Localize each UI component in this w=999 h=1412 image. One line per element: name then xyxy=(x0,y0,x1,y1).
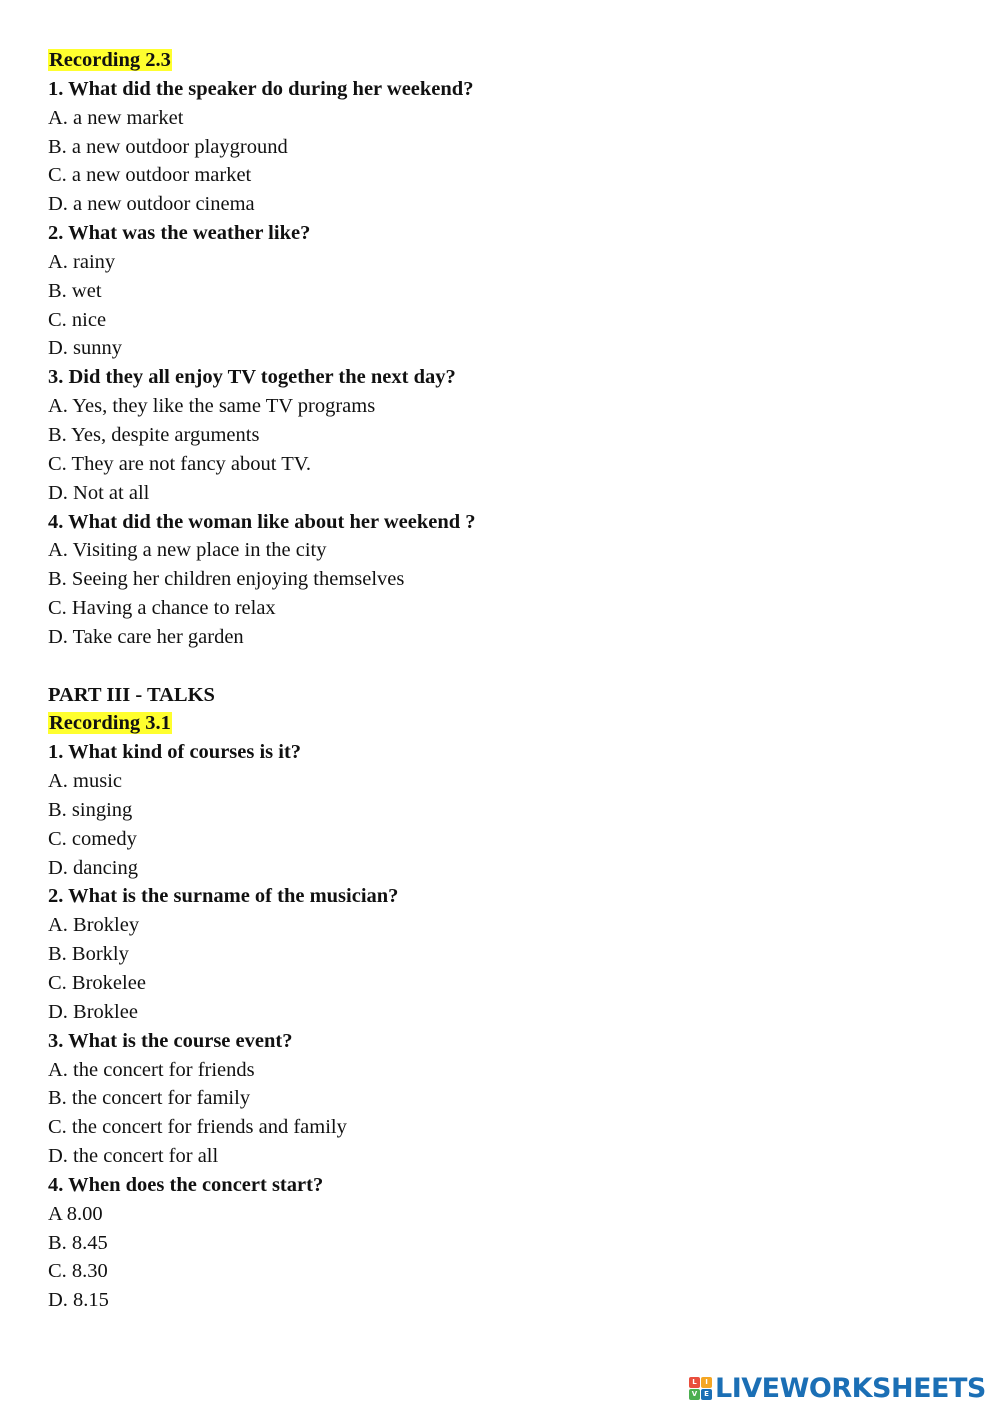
question-text: 3. What is the course event? xyxy=(48,1029,293,1052)
section-heading-row xyxy=(48,46,948,75)
question-text: 3. Did they all enjoy TV together the next day? xyxy=(48,366,456,389)
logo-mark-letter: V xyxy=(689,1389,700,1400)
question-text: 4. When does the concert start? xyxy=(48,1173,324,1196)
section-heading-row xyxy=(48,709,948,738)
question-block-3-1-4 xyxy=(48,1171,948,1315)
answer-option: C. the concert for friends and family xyxy=(48,1116,347,1139)
answer-option: A. Visiting a new place in the city xyxy=(48,539,327,562)
question-block-3-1-2 xyxy=(48,882,948,1026)
answer-option: A. Brokley xyxy=(48,914,140,937)
logo-mark-icon xyxy=(689,1377,712,1400)
answer-option: C. nice xyxy=(48,308,107,331)
question-block-2-3-4 xyxy=(48,508,948,652)
answer-option: A. the concert for friends xyxy=(48,1058,255,1081)
section-spacer xyxy=(48,652,948,681)
answer-option: D. Not at all xyxy=(48,481,150,504)
answer-option: A 8.00 xyxy=(48,1202,103,1225)
answer-option: D. dancing xyxy=(48,856,138,879)
logo-mark-letter: E xyxy=(701,1389,712,1400)
question-block-3-1-1 xyxy=(48,738,948,882)
logo-mark-letter: L xyxy=(689,1377,700,1388)
answer-option: D. the concert for all xyxy=(48,1145,219,1168)
answer-option: D. Broklee xyxy=(48,1000,138,1023)
answer-option: A. a new market xyxy=(48,106,184,129)
answer-option: D. sunny xyxy=(48,337,123,360)
answer-option: C. 8.30 xyxy=(48,1260,108,1283)
answer-option: B. Borkly xyxy=(48,943,129,966)
logo-mark-letter: I xyxy=(701,1377,712,1388)
question-text: 1. What did the speaker do during her weekend? xyxy=(48,77,474,100)
worksheet-page xyxy=(48,46,948,1315)
question-text: 2. What is the surname of the musician? xyxy=(48,885,399,908)
logo-wordmark: LIVEWORKSHEETS xyxy=(715,1372,986,1404)
answer-option: A. Yes, they like the same TV programs xyxy=(48,395,376,418)
question-text: 4. What did the woman like about her weekend ? xyxy=(48,510,476,533)
liveworksheets-logo xyxy=(689,1372,986,1404)
part-title: PART III - TALKS xyxy=(48,683,215,706)
question-text: 1. What kind of courses is it? xyxy=(48,741,302,764)
answer-option: B. singing xyxy=(48,798,133,821)
question-block-2-3-3 xyxy=(48,363,948,507)
recording-2-3-heading: Recording 2.3 xyxy=(49,49,171,71)
answer-option: D. a new outdoor cinema xyxy=(48,193,255,216)
answer-option: B. Yes, despite arguments xyxy=(48,423,260,446)
answer-option: B. Seeing her children enjoying themselves xyxy=(48,568,405,591)
answer-option: C. a new outdoor market xyxy=(48,164,252,187)
answer-option: C. Having a chance to relax xyxy=(48,597,276,620)
answer-option: D. 8.15 xyxy=(48,1289,109,1312)
answer-option: C. comedy xyxy=(48,827,137,850)
answer-option: A. music xyxy=(48,770,123,793)
answer-option: C. Brokelee xyxy=(48,972,146,994)
answer-option: A. rainy xyxy=(48,250,116,273)
question-block-2-3-2 xyxy=(48,219,948,363)
answer-option: B. a new outdoor playground xyxy=(48,135,288,158)
question-block-3-1-3 xyxy=(48,1027,948,1171)
answer-option: C. They are not fancy about TV. xyxy=(48,452,312,475)
recording-3-1-heading: Recording 3.1 xyxy=(49,712,171,735)
question-text: 2. What was the weather like? xyxy=(48,222,311,245)
answer-option: B. the concert for family xyxy=(48,1087,251,1110)
answer-option: B. wet xyxy=(48,279,102,302)
question-block-2-3-1 xyxy=(48,75,948,219)
answer-option: B. 8.45 xyxy=(48,1231,108,1254)
answer-option: D. Take care her garden xyxy=(48,625,244,648)
